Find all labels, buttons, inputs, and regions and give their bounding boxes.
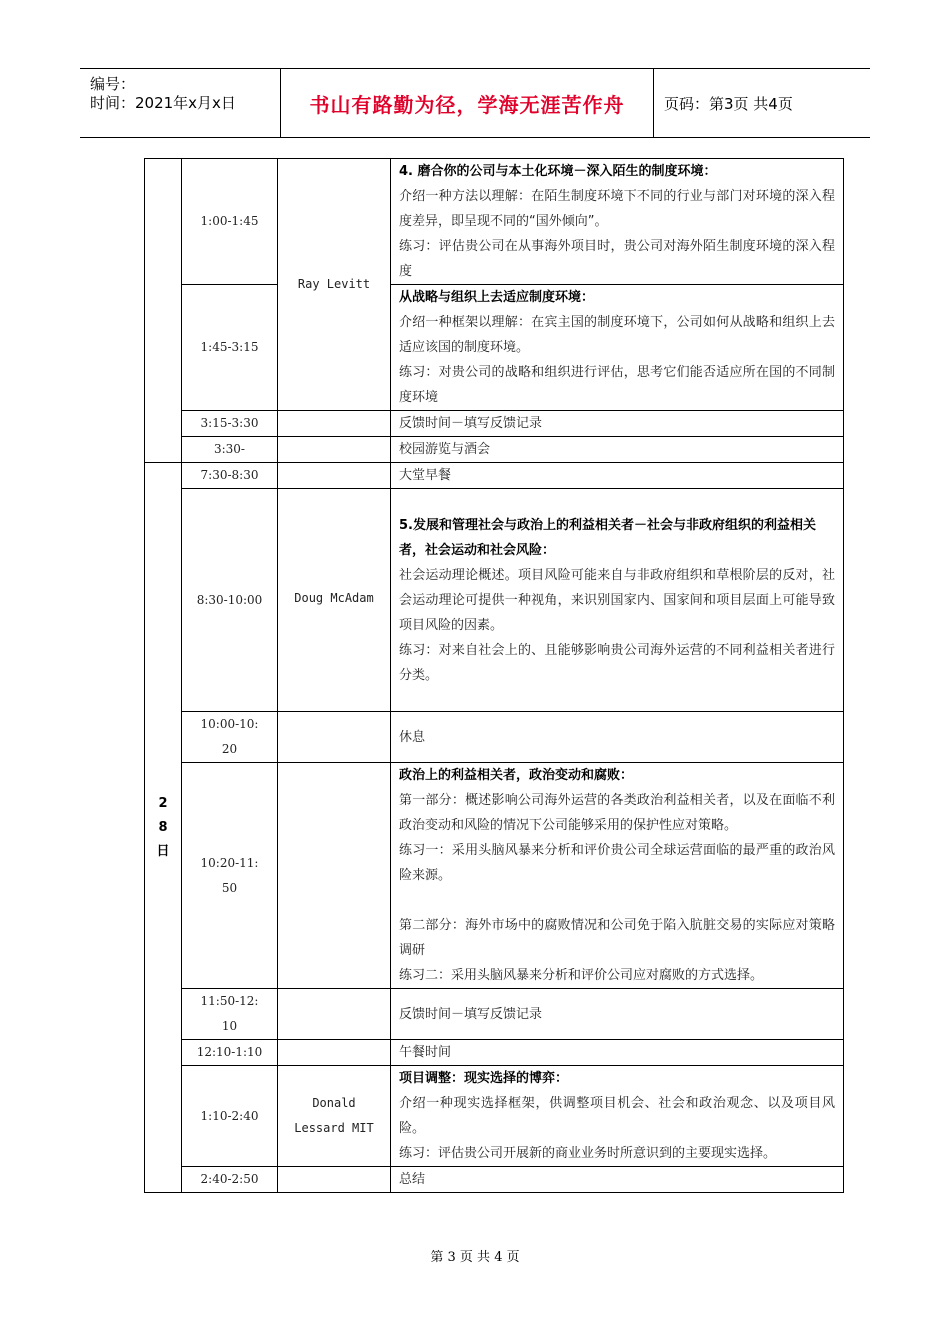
content-cell xyxy=(391,763,844,989)
schedule-row xyxy=(145,712,844,763)
document-date: 时间：2021年x月x日 xyxy=(90,94,236,112)
time-cell: 12:10-1:10 xyxy=(182,1040,278,1066)
speaker-cell: Ray Levitt xyxy=(278,159,391,411)
session-line: 练习一：采用头脑风暴来分析和评价贵公司全球运营面临的最严重的政治风险来源。 xyxy=(399,843,835,883)
time-cell: 3:15-3:30 xyxy=(182,411,278,437)
speaker-cell xyxy=(278,437,391,463)
time-cell xyxy=(182,763,278,989)
session-title: 政治上的利益相关者，政治变动和腐败： xyxy=(399,768,634,783)
day-label: 28日 xyxy=(156,795,170,859)
speaker-cell xyxy=(278,411,391,437)
session-line: 大堂早餐 xyxy=(399,468,452,483)
session-line: 介绍一种现实选择框架，供调整项目机会、社会和政治观念、以及项目风险。 xyxy=(399,1096,835,1136)
speaker-name: Donald Lessard MIT xyxy=(294,1096,374,1135)
page-number: 页码：第3页 共4页 xyxy=(664,94,793,113)
schedule-row xyxy=(145,1167,844,1193)
time-cell: 2:40-2:50 xyxy=(182,1167,278,1193)
session-line: 反馈时间－填写反馈记录 xyxy=(399,1006,543,1022)
session-line: 练习：评估贵公司开展新的商业业务时所意识到的主要现实选择。 xyxy=(399,1146,777,1161)
session-line: 第二部分：海外市场中的腐败情况和公司免于陷入肮脏交易的实际应对策略调研 xyxy=(399,918,835,958)
session-spacer xyxy=(399,888,835,913)
session-line: 练习：对贵公司的战略和组织进行评估，思考它们能否适应所在国的不同制度环境 xyxy=(399,365,835,405)
session-line: 反馈时间－填写反馈记录 xyxy=(399,416,543,431)
page-footer: 第 3 页 共 4 页 xyxy=(430,1250,520,1265)
session-line: 练习：评估贵公司在从事海外项目时，贵公司对海外陌生制度环境的深入程度 xyxy=(399,239,835,279)
session-title: 4. 磨合你的公司与本土化环境－深入陌生的制度环境： xyxy=(399,164,717,179)
schedule-row xyxy=(145,989,844,1040)
time-text: 11:50-12:10 xyxy=(200,994,259,1033)
session-line: 总结 xyxy=(399,1172,426,1187)
content-cell xyxy=(391,489,844,712)
session-title: 从战略与组织上去适应制度环境： xyxy=(399,290,595,305)
schedule-table xyxy=(144,158,844,1193)
header-page-cell xyxy=(654,69,870,137)
speaker-cell xyxy=(278,1167,391,1193)
speaker-cell xyxy=(278,712,391,763)
schedule-row xyxy=(145,437,844,463)
content-cell xyxy=(391,989,844,1040)
content-cell xyxy=(391,463,844,489)
schedule-row xyxy=(145,285,844,411)
content-cell xyxy=(391,159,844,285)
schedule-row xyxy=(145,411,844,437)
time-cell xyxy=(182,712,278,763)
document-number: 编号： xyxy=(90,75,136,93)
speaker-cell xyxy=(278,1040,391,1066)
motto: 书山有路勤为径，学海无涯苦作舟 xyxy=(309,92,625,117)
schedule-row xyxy=(145,1040,844,1066)
day-cell-28 xyxy=(145,463,182,1193)
speaker-cell xyxy=(278,989,391,1040)
content-cell xyxy=(391,712,844,763)
time-cell: 1:45-3:15 xyxy=(182,285,278,411)
content-cell xyxy=(391,437,844,463)
time-text: 10:00-10:20 xyxy=(200,717,259,756)
speaker-name: Doug McAdam xyxy=(294,590,374,605)
session-title: 项目调整：现实选择的博弈： xyxy=(399,1071,569,1086)
time-cell: 3:30- xyxy=(182,437,278,463)
day-cell-previous xyxy=(145,159,182,463)
schedule-row xyxy=(145,489,844,712)
speaker-cell xyxy=(278,463,391,489)
time-text: 10:20-11:50 xyxy=(200,855,259,895)
content-cell xyxy=(391,1066,844,1167)
time-cell: 1:00-1:45 xyxy=(182,159,278,285)
header-motto-cell xyxy=(281,69,654,137)
speaker-cell xyxy=(278,489,391,712)
time-cell: 7:30-8:30 xyxy=(182,463,278,489)
session-line: 介绍一种框架以理解：在宾主国的制度环境下，公司如何从战略和组织上去适应该国的制度环境。 xyxy=(399,315,835,355)
schedule-row xyxy=(145,1066,844,1167)
session-line: 休息 xyxy=(399,729,426,745)
content-cell xyxy=(391,1167,844,1193)
content-cell xyxy=(391,285,844,411)
session-line: 第一部分：概述影响公司海外运营的各类政治利益相关者，以及在面临不利政治变动和风险的情况下公司能够采用的保护性应对策略。 xyxy=(399,793,835,833)
session-line: 练习二：采用头脑风暴来分析和评价公司应对腐败的方式选择。 xyxy=(399,968,764,983)
time-cell: 1:10-2:40 xyxy=(182,1066,278,1167)
session-line: 社会运动理论概述。项目风险可能来自与非政府组织和草根阶层的反对，社会运动理论可提供一种视角，来识别国家内、国家间和项目层面上可能导致项目风险的因素。 xyxy=(399,567,835,633)
header-meta xyxy=(80,69,281,137)
schedule-row xyxy=(145,763,844,989)
session-line: 介绍一种方法以理解：在陌生制度环境下不同的行业与部门对环境的深入程度差异，即呈现不同的“国外倾向”。 xyxy=(399,189,835,229)
time-cell xyxy=(182,989,278,1040)
session-line: 校园游览与酒会 xyxy=(399,442,491,457)
content-cell xyxy=(391,411,844,437)
schedule-row xyxy=(145,463,844,489)
page-header xyxy=(80,68,870,138)
speaker-cell xyxy=(278,1066,391,1167)
schedule-row xyxy=(145,159,844,285)
session-title: 5.发展和管理社会与政治上的利益相关者－社会与非政府组织的利益相关者，社会运动和社会风险： xyxy=(399,517,816,558)
session-line: 练习：对来自社会上的、且能够影响贵公司海外运营的不同利益相关者进行分类。 xyxy=(399,642,835,683)
content-cell xyxy=(391,1040,844,1066)
time-cell: 8:30-10:00 xyxy=(182,489,278,712)
speaker-cell xyxy=(278,763,391,989)
session-line: 午餐时间 xyxy=(399,1045,452,1060)
